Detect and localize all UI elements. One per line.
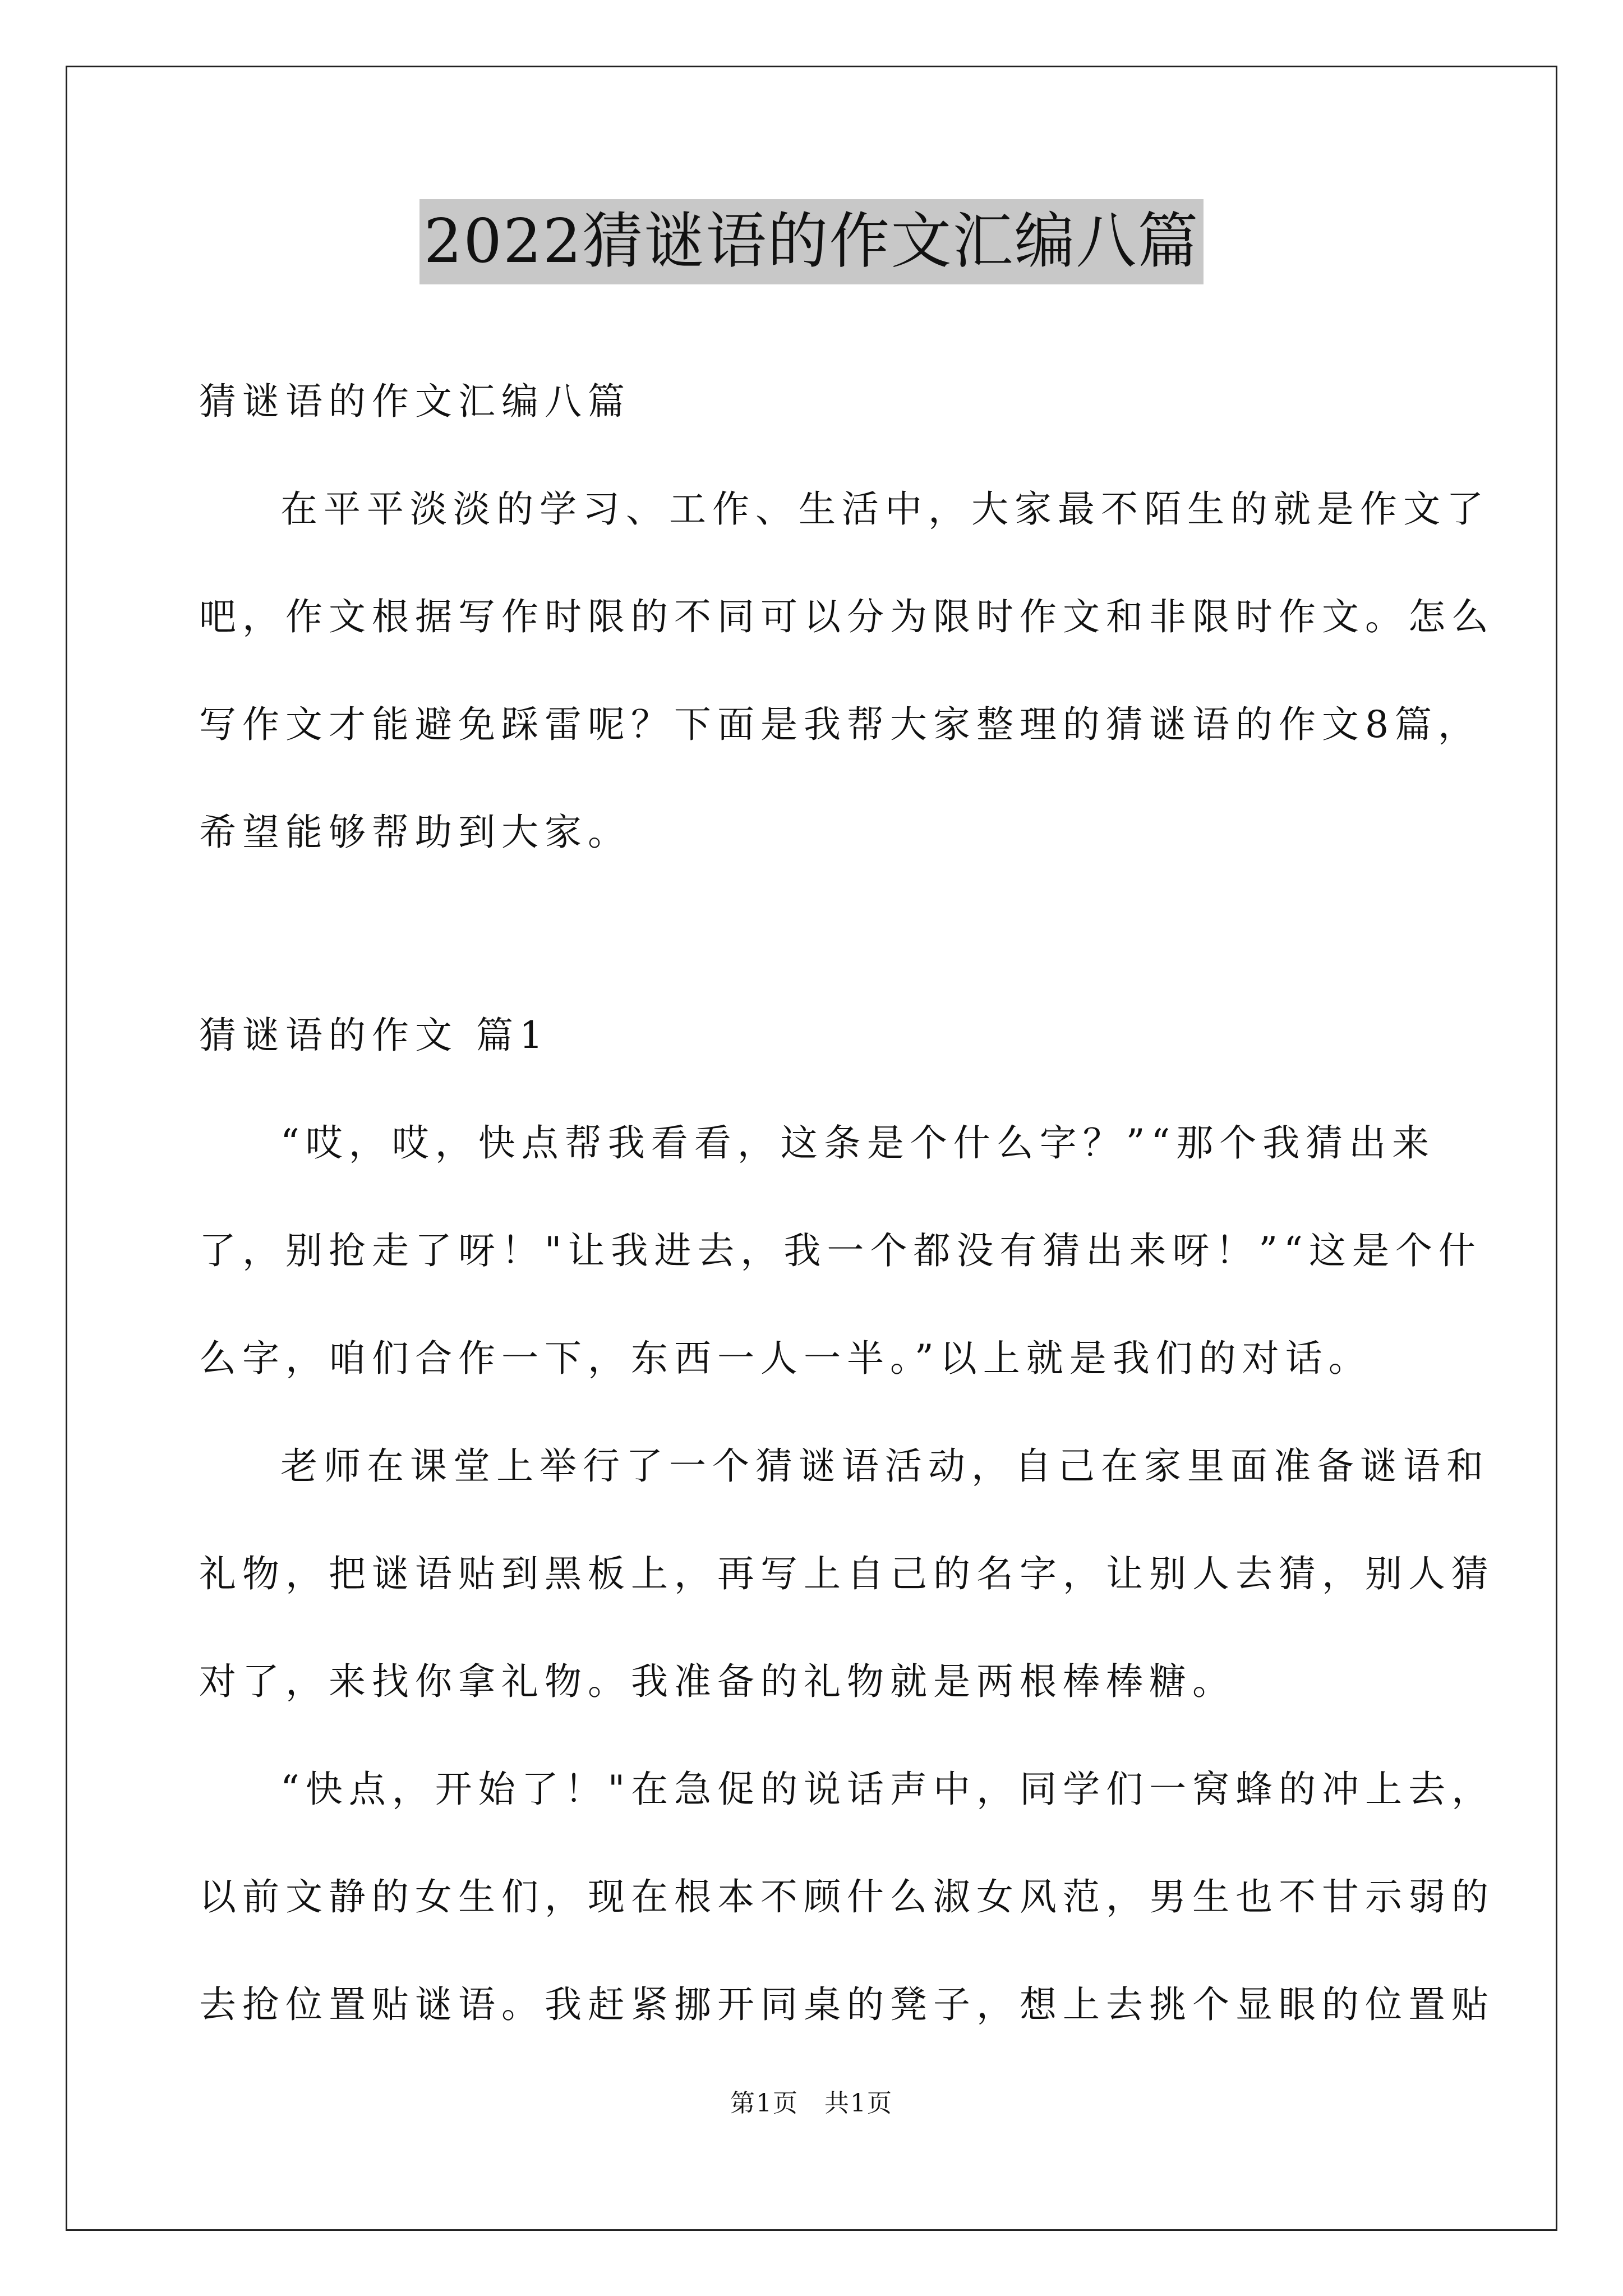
page-footer: 第1页 共1页	[730, 2089, 893, 2118]
body-line: 了，别抢走了呀！"让我进去，我一个都没有猜出来呀！”“这是个什	[199, 1229, 1482, 1272]
body-line: “哎，哎，快点帮我看看，这条是个什么字？”“那个我猜出来	[280, 1121, 1436, 1165]
body-line: 老师在课堂上举行了一个猜谜语活动，自己在家里面准备谜语和	[280, 1444, 1490, 1488]
body-line: 礼物，把谜语贴到黑板上，再写上自己的名字，让别人去猜，别人猜	[199, 1552, 1495, 1595]
body-line: 对了，来找你拿礼物。我准备的礼物就是两根棒棒糖。	[199, 1660, 1235, 1703]
title-block	[0, 199, 1623, 284]
intro-line: 希望能够帮助到大家。	[199, 811, 631, 854]
intro-line: 写作文才能避免踩雷呢？下面是我帮大家整理的猜谜语的作文8篇，	[199, 703, 1481, 746]
section-gap	[199, 886, 1433, 982]
body-line: 去抢位置贴谜语。我赶紧挪开同桌的凳子，想上去挑个显眼的位置贴	[199, 1983, 1495, 2026]
intro-line: 在平平淡淡的学习、工作、生活中，大家最不陌生的就是作文了	[280, 487, 1490, 531]
document-body	[199, 348, 1495, 2059]
body-line: “快点，开始了！"在急促的说话声中，同学们一窝蜂的冲上去，	[280, 1768, 1495, 1811]
document-subtitle: 猜谜语的作文汇编八篇	[199, 380, 631, 423]
body-line: 以前文静的女生们，现在根本不顾什么淑女风范，男生也不甘示弱的	[199, 1875, 1495, 1918]
section-heading: 猜谜语的作文 篇1	[199, 1014, 549, 1057]
intro-line: 吧，作文根据写作时限的不同可以分为限时作文和非限时作文。怎么	[199, 595, 1495, 638]
document-title: 2022猜谜语的作文汇编八篇	[419, 199, 1204, 284]
body-line: 么字，咱们合作一下，东西一人一半。”以上就是我们的对话。	[199, 1337, 1372, 1380]
